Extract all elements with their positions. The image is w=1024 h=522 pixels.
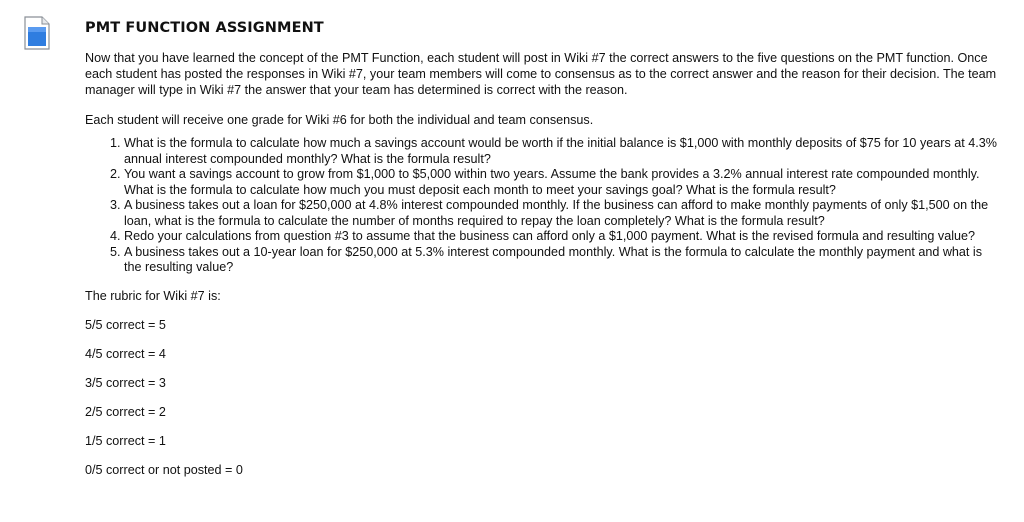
- question-item: 1. What is the formula to calculate how much a savings account would be worth if the initial balance is $1,000 with monthly deposits of $75 for 10 years at 4.3% annual interest compounded monthly? What is the formula result?: [124, 136, 1000, 167]
- rubric-item: 5/5 correct = 5: [85, 317, 166, 332]
- assignment-content: [85, 20, 1000, 491]
- rubric-title: The rubric for Wiki #7 is:: [85, 288, 221, 303]
- document-icon: [24, 16, 50, 50]
- question-list: [85, 136, 1000, 276]
- question-item: 2. You want a savings account to grow from $1,000 to $5,000 within two years. Assume the bank provides a 3.2% annual interest rate compounded monthly. What is the formula to calculate how much you must deposit each month to meet your savings goal? What is the formula result?: [124, 167, 1000, 198]
- question-item: 5. A business takes out a 10-year loan for $250,000 at 5.3% interest compounded monthly. What is the formula to calculate the monthly payment and what is the resulting value?: [124, 245, 1000, 276]
- grade-note: Each student will receive one grade for Wiki #6 for both the individual and team consensus.: [85, 113, 594, 127]
- page-title: PMT FUNCTION ASSIGNMENT: [85, 20, 324, 36]
- rubric-item: 1/5 correct = 1: [85, 433, 166, 448]
- rubric-item: 3/5 correct = 3: [85, 375, 166, 390]
- question-item: 3. A business takes out a loan for $250,000 at 4.8% interest compounded monthly. If the business can afford to make monthly payments of only $1,500 on the loan, what is the formula to calculate the number of months required to repay the loan completely? What is the formula result?: [124, 198, 1000, 229]
- intro-paragraph: Now that you have learned the concept of the PMT Function, each student will post in Wiki #7 the correct answers to the five questions on the PMT function. Once each student has posted the responses in Wiki #7, your team members will come to consensus as to the correct answer and the reason for their decision. The team manager will type in Wiki #7 the answer that your team has determined is correct with the reason.: [85, 51, 997, 97]
- rubric-item: 4/5 correct = 4: [85, 346, 166, 361]
- rubric-item: 2/5 correct = 2: [85, 404, 166, 419]
- rubric-item: 0/5 correct or not posted = 0: [85, 462, 243, 477]
- question-item: 4. Redo your calculations from question #3 to assume that the business can afford only a $1,000 payment. What is the revised formula and resulting value?: [124, 229, 1000, 245]
